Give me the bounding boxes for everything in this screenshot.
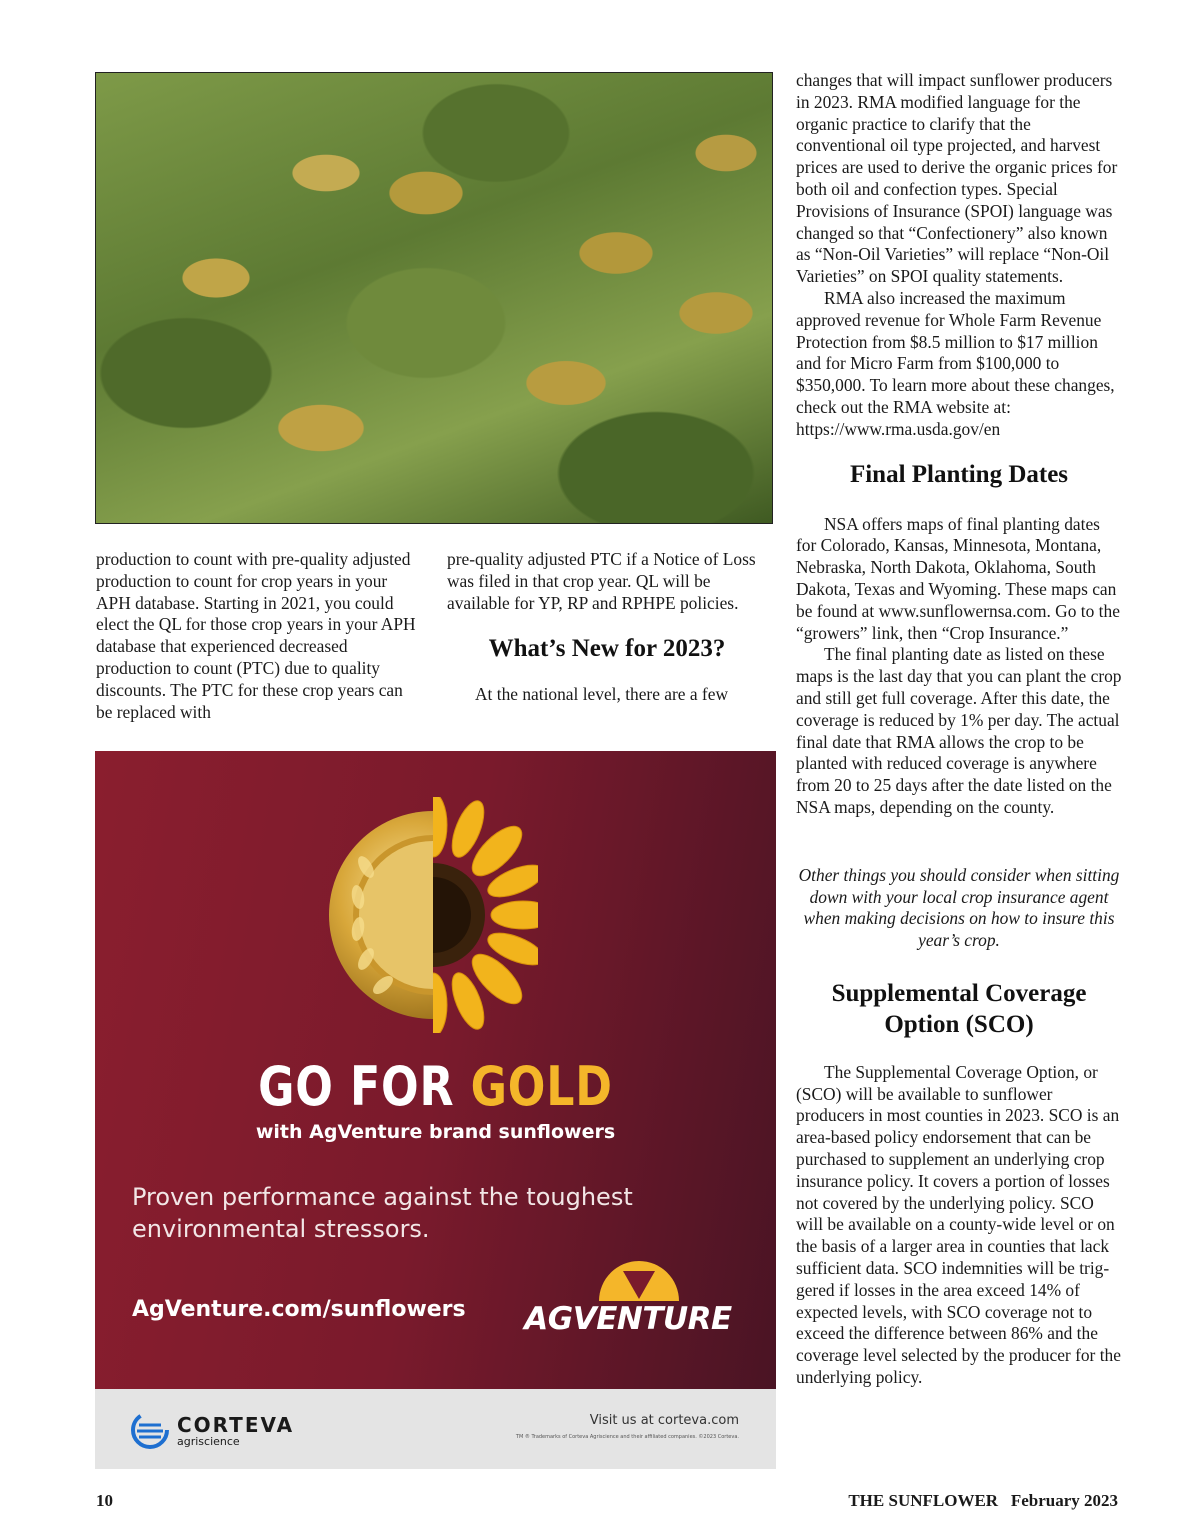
column-left xyxy=(96,549,421,723)
column-right xyxy=(796,70,1122,1389)
corteva-logo xyxy=(131,1411,321,1451)
sun-icon xyxy=(517,1249,739,1309)
ad-tagline: Proven performance against the toughest environmental stressors. xyxy=(132,1183,633,1243)
trademark-fineprint: TM ® Trademarks of Corteva Agriscience and their affiliated companies. ©2023 Corteva. xyxy=(515,1434,739,1440)
ad-main-panel xyxy=(95,751,776,1389)
running-footer-title: THE SUNFLOWER February 2023 xyxy=(848,1491,1118,1510)
section-heading-whats-new: What’s New for 2023? xyxy=(488,635,726,663)
agventure-advertisement xyxy=(95,751,776,1469)
agventure-logo xyxy=(517,1249,739,1349)
corteva-subtitle: agriscience xyxy=(177,1435,240,1448)
italic-note: Other things you should consider when sitting down with your local crop insurance agent when making decisions on how to insure this year’s crop. xyxy=(798,864,1120,951)
ad-headline: GO FOR GOLD xyxy=(258,1055,613,1118)
paragraph: The Supplemental Coverage Option, or (SCO) will be available to sunflower producers in most counties in 2023. SCO is an area-based policy endorsement that can be purchased to supplement an underlying crop insurance policy. It covers a portion of losses not covered by the underlying policy. SCO will be available on a county-wide level or on the basis of a larger area in counties that lack sufficient data. SCO indemnities will be triggered if losses in the area exceed 14% of expected levels, with SCO coverage not to exceed the difference between 86% and the coverage level selected by the producer for the underlying policy. xyxy=(796,1061,1121,1388)
paragraph: pre-quality adjusted PTC if a Notice of Loss was filed in that crop year. QL will be available for YP, RP and RPHPE policies. xyxy=(447,549,756,613)
visit-corteva-link[interactable]: Visit us at corteva.com xyxy=(589,1413,739,1428)
medal-sunflower-graphic xyxy=(328,797,538,1033)
corteva-mark-icon xyxy=(131,1411,169,1449)
column-middle xyxy=(447,549,767,706)
ad-footer-bar xyxy=(95,1389,776,1469)
paragraph: NSA offers maps of final planting dates for Colorado, Kansas, Minnesota, Montana, Nebraska, North Dakota, Oklahoma, South Dakota, Texas and Wyoming. These maps can be found at www.sunflowernsa.com. Go to the “growers” link, then “Crop Insurance.” xyxy=(796,513,1120,643)
ad-url-link[interactable]: AgVenture.com/sunflowers xyxy=(132,1297,466,1322)
ad-subhead: with AgVenture brand sunflowers xyxy=(255,1121,616,1143)
paragraph: production to count with pre-quality adjusted production to count for crop years in your APH database. Starting in 2021, you could elect the QL for those crop years in your APH database that experienced decreased production to count (PTC) due to quality discounts. The PTC for these crop years can be replaced with xyxy=(96,549,416,722)
paragraph: changes that will impact sunflower producers in 2023. RMA modified language for the organic practice to clarify that the conventional oil type projected, and harvest prices are used to derive the organic prices for both oil and confection types. Special Provisions of Insurance (SPOI) language was changed so that “Confectionery” also known as “Non-Oil Varieties” will replace “Non-Oil Varieties” on SPOI quality statements. xyxy=(796,70,1118,287)
paragraph: At the national level, there are a few xyxy=(475,684,729,705)
paragraph: RMA also increased the maximum approved revenue for Whole Farm Revenue Protection from $8.5 million to $17 million and for Micro Farm from $100,000 to $350,000. To learn more about these changes, check out the RMA website at: https://www.rma.usda.gov/en xyxy=(796,287,1115,439)
sunflower-field-photo xyxy=(95,72,773,524)
paragraph: The final planting date as listed on these maps is the last day that you can plant the crop and still get full coverage. After this date, the coverage is reduced by 1% per day. The actual final date that RMA allows the crop to be planted with reduced coverage is anywhere from 20 to 25 days after the date listed on the NSA maps, depending on the county. xyxy=(796,644,1122,817)
section-heading-final-planting-dates: Final Planting Dates xyxy=(849,460,1069,488)
corteva-wordmark: CORTEVA xyxy=(177,1413,295,1437)
page-number: 10 xyxy=(96,1491,113,1510)
agventure-wordmark: AGVENTURE xyxy=(524,1301,732,1337)
section-heading-sco: Supplemental Coverage Option (SCO) xyxy=(831,979,1087,1038)
